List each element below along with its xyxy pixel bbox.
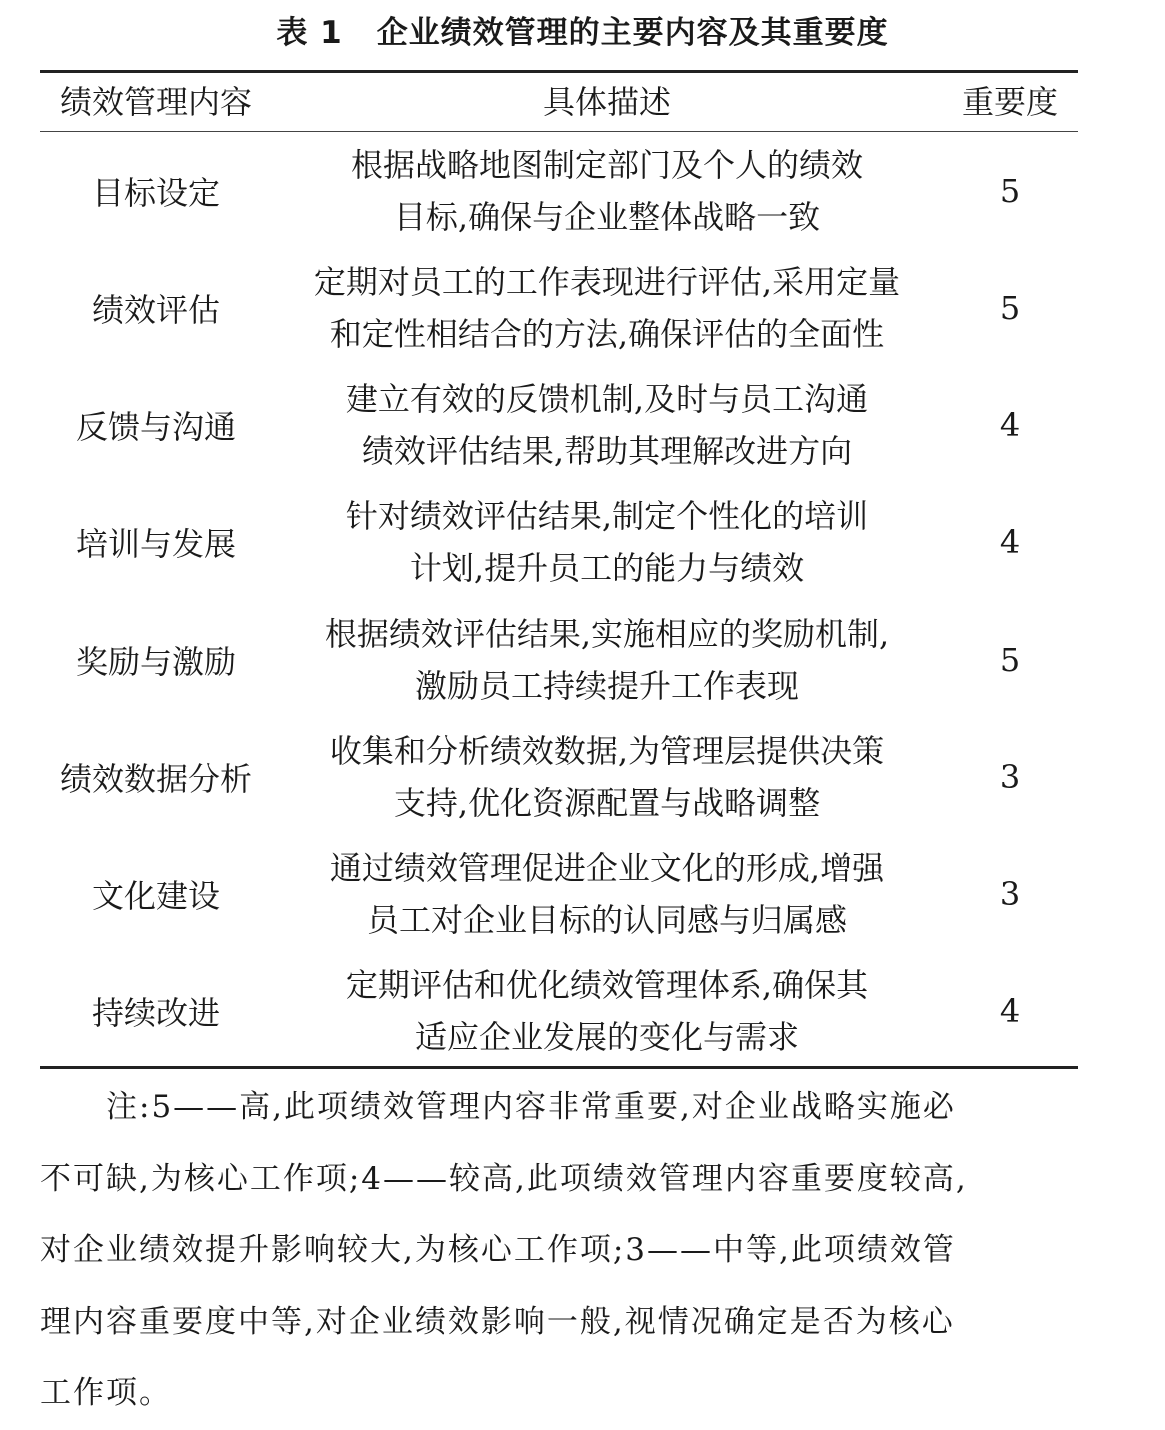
cell-importance: 3 [999, 757, 1021, 796]
cell-importance: 5 [999, 171, 1021, 210]
header-importance: 重要度 [961, 83, 1058, 121]
table-row [40, 836, 1078, 953]
description-line: 支持,优化资源配置与战略调整 [393, 783, 821, 822]
cell-content: 反馈与沟通 [75, 408, 236, 446]
cell-content: 奖励与激励 [75, 642, 236, 681]
cell-importance: 4 [999, 523, 1021, 562]
note-line: 对企业绩效提升影响较大,为核心工作项;3——中等,此项绩效管 [40, 1232, 956, 1268]
table-row [40, 249, 1078, 366]
cell-content: 目标设定 [91, 173, 220, 212]
cell-content: 绩效数据分析 [59, 759, 252, 798]
description-line: 适应企业发展的变化与需求 [414, 1018, 799, 1057]
table-row [40, 718, 1078, 835]
description-line: 通过绩效管理促进企业文化的形成,增强 [329, 849, 885, 887]
cell-content: 文化建设 [91, 877, 220, 915]
description-line: 员工对企业目标的认同感与归属感 [366, 901, 847, 939]
description-line: 激励员工持续提升工作表现 [414, 666, 799, 705]
note-line: 不可缺,为核心工作项;4——较高,此项绩效管理内容重要度较高, [40, 1160, 968, 1197]
table-title [0, 8, 1165, 58]
header-content: 绩效管理内容 [59, 83, 252, 121]
cell-content: 培训与发展 [75, 525, 236, 564]
cell-importance: 4 [999, 992, 1021, 1031]
description-line: 根据绩效评估结果,实施相应的奖励机制, [324, 614, 890, 653]
header-description: 具体描述 [542, 83, 671, 121]
cell-importance: 5 [999, 288, 1021, 327]
description-line: 绩效评估结果,帮助其理解改进方向 [361, 432, 853, 470]
description-line: 目标,确保与企业整体战略一致 [393, 197, 821, 236]
description-line: 建立有效的反馈机制,及时与员工沟通 [345, 380, 869, 418]
cell-description [272, 608, 942, 712]
description-line: 收集和分析绩效数据,为管理层提供决策 [329, 731, 885, 770]
cell-importance: 3 [999, 875, 1021, 913]
note-line: 注:5——高,此项绩效管理内容非常重要,对企业战略实施必 [40, 1089, 956, 1125]
cell-description [272, 842, 942, 946]
note-line: 工作项。 [40, 1375, 172, 1411]
table-row [40, 132, 1078, 249]
table-bottom-rule [40, 1066, 1078, 1069]
table-row [40, 953, 1078, 1070]
description-line: 定期对员工的工作表现进行评估,采用定量 [313, 262, 901, 301]
cell-description [272, 139, 942, 243]
table-note [40, 1072, 1080, 1430]
cell-description [272, 256, 942, 360]
description-line: 根据战略地图制定部门及个人的绩效 [350, 145, 863, 184]
cell-content: 持续改进 [91, 994, 220, 1033]
cell-description [272, 725, 942, 829]
description-line: 和定性相结合的方法,确保评估的全面性 [329, 314, 885, 353]
cell-importance: 4 [999, 406, 1021, 444]
cell-description [272, 490, 942, 594]
description-line: 定期评估和优化绩效管理体系,确保其 [345, 966, 869, 1005]
table-row [40, 367, 1078, 484]
description-line: 针对绩效评估结果,制定个性化的培训 [345, 497, 869, 536]
table-caption: 企业绩效管理的主要内容及其重要度 [376, 15, 889, 51]
description-line: 计划,提升员工的能力与绩效 [409, 549, 805, 588]
note-line: 理内容重要度中等,对企业绩效影响一般,视情况确定是否为核心 [40, 1303, 955, 1340]
cell-description [272, 373, 942, 477]
table-row [40, 601, 1078, 718]
cell-importance: 5 [999, 640, 1021, 679]
cell-content: 绩效评估 [91, 290, 220, 329]
table-number: 表 1 [276, 15, 343, 51]
cell-description [272, 959, 942, 1063]
table-row [40, 484, 1078, 601]
